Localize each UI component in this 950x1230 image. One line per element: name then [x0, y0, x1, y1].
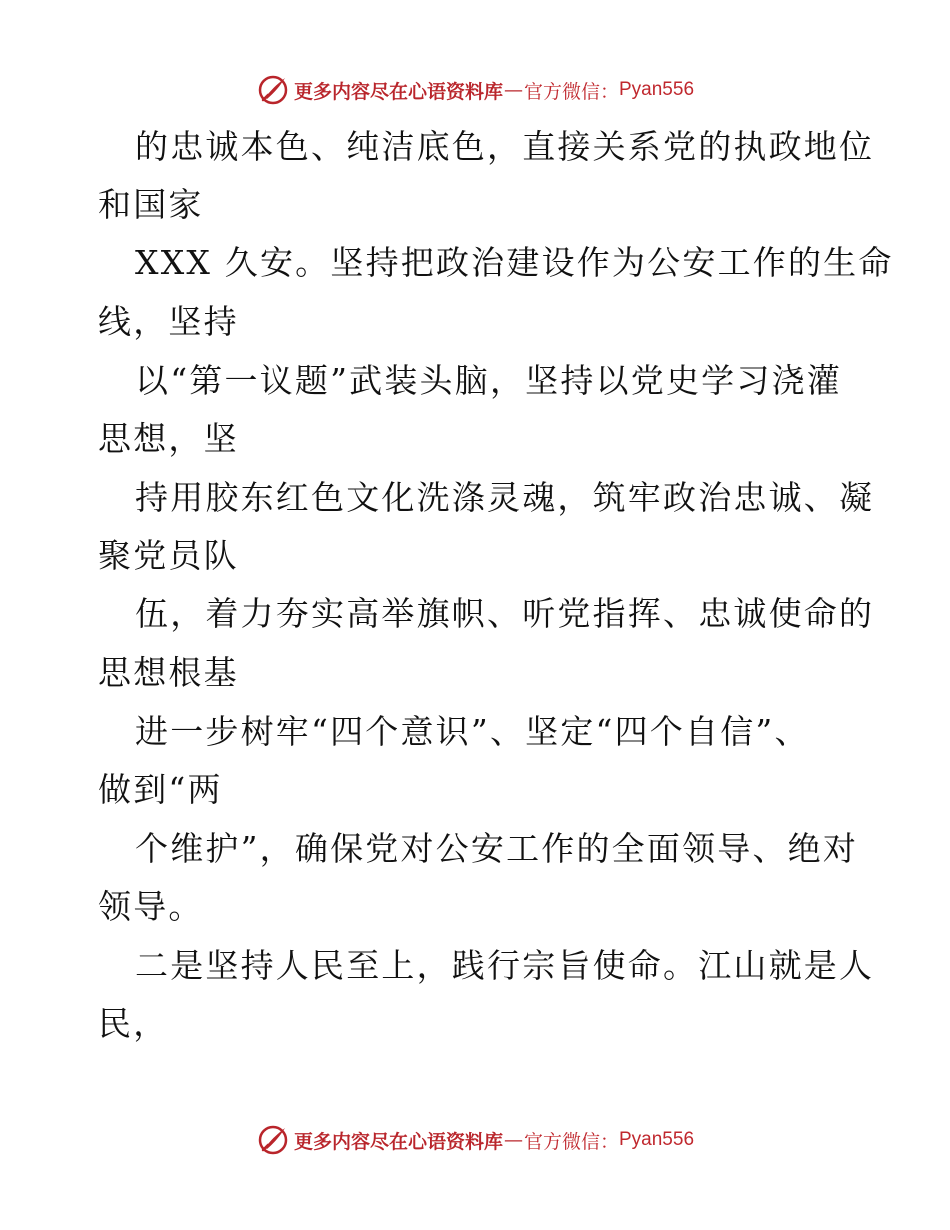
header-banner — [0, 70, 950, 110]
body-line: 个维护”，确保党对公安工作的全面领导、绝对 — [135, 829, 859, 868]
header-wechat-label: 官方微信： — [523, 80, 619, 103]
body-line: XXX 久安。坚持把政治建设作为公安工作的生命 — [135, 243, 894, 282]
body-line: 伍，着力夯实高举旗帜、听党指挥、忠诚使命的 — [135, 594, 875, 633]
body-line: 和国家 — [98, 185, 204, 224]
body-line: 进一步树牢“四个意识”、坚定“四个自信”、 — [135, 712, 810, 751]
header-dash: — — [503, 79, 523, 101]
body-line: 领导。 — [98, 887, 204, 926]
quill-logo-icon — [256, 73, 290, 107]
body-line: 线，坚持 — [98, 302, 239, 341]
quill-logo-icon — [256, 1123, 290, 1157]
body-line: 做到“两 — [98, 770, 223, 809]
header-brand-text: 更多内容尽在心语资料库 — [293, 80, 503, 103]
body-line: 民， — [98, 1004, 169, 1043]
footer-dash: — — [503, 1129, 523, 1151]
footer-wechat-label: 官方微信： — [523, 1130, 619, 1153]
body-line: 聚党员队 — [98, 536, 239, 575]
body-line: 以“第一议题”武装头脑，坚持以党史学习浇灌 — [135, 361, 842, 400]
body-line: 持用胶东红色文化洗涤灵魂，筑牢政治忠诚、凝 — [135, 478, 875, 517]
body-line: 思想根基 — [98, 653, 239, 692]
footer-banner — [0, 1120, 950, 1160]
header-wechat-id: Pyan556 — [619, 79, 695, 100]
footer-wechat-id: Pyan556 — [619, 1129, 695, 1150]
footer-brand-text: 更多内容尽在心语资料库 — [293, 1130, 503, 1153]
body-line: 思想，坚 — [98, 419, 239, 458]
body-line: 二是坚持人民至上，践行宗旨使命。江山就是人 — [135, 946, 875, 985]
body-line: 的忠诚本色、纯洁底色，直接关系党的执政地位 — [135, 127, 875, 166]
